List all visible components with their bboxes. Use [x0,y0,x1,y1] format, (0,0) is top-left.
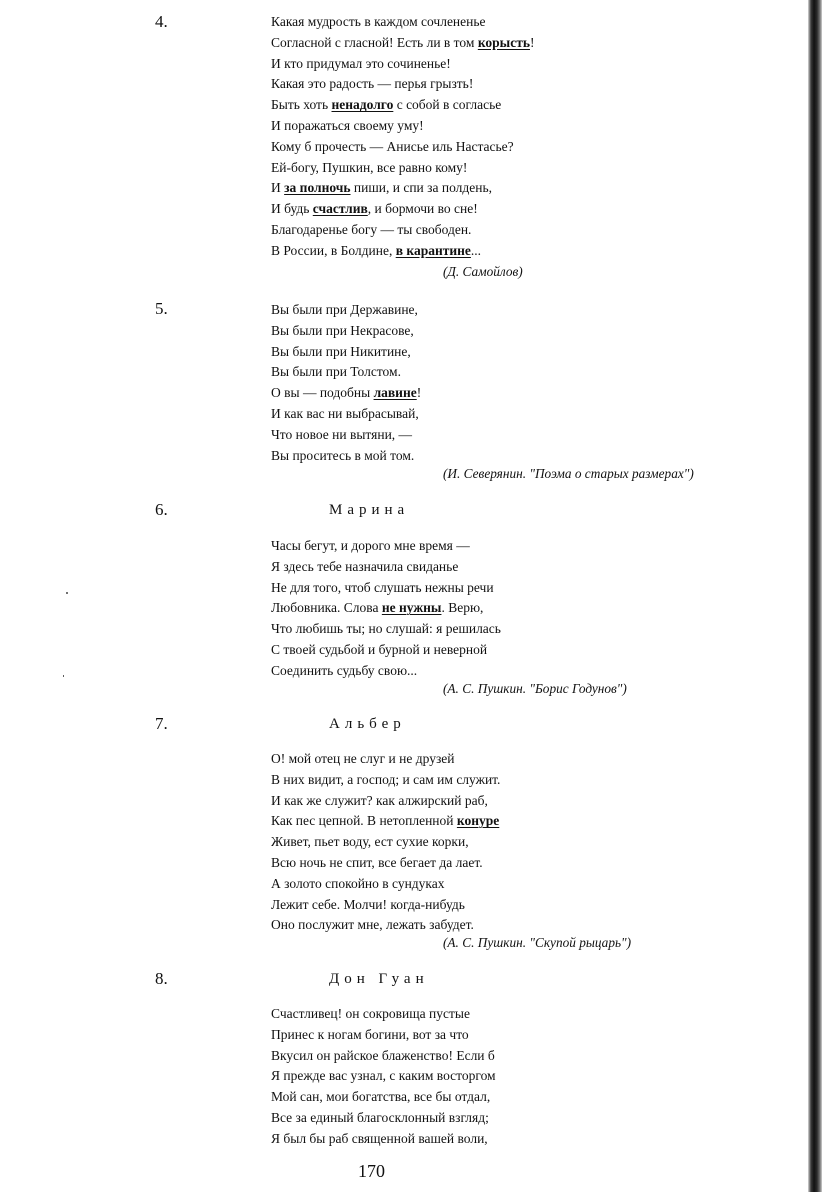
poem-line: В России, в Болдине, в карантине... [271,242,482,258]
poem-line: О вы — подобны лавине! [271,385,422,401]
highlighted-word: не нужны [381,600,442,616]
poem-line: И как вас ни выбрасывай, [271,405,419,421]
poem-lines [271,536,501,682]
poem-line: Что любишь ты; но слушай: я решилась [271,621,501,637]
poem-line: Кому б прочесть — Анисье иль Настасье? [271,138,514,154]
attribution: (А. С. Пушкин. "Борис Годунов") [443,681,627,696]
poem-line: Не для того, чтоб слушать нежны речи [271,579,494,595]
section-number: 7. [155,714,168,733]
poem-line: Какая это радость — перья грызть! [271,76,474,92]
section-title: Альбер [329,716,406,732]
poem-line: Любовника. Слова не нужны. Верю, [271,600,484,616]
highlighted-word: ненадолго [331,97,394,113]
attribution: (Д. Самойлов) [443,264,523,279]
poem-line: Оно послужит мне, лежать забудет. [271,917,474,933]
poem-line: Я здесь тебе назначила свиданье [271,558,459,574]
attribution: (И. Северянин. "Поэма о старых размерах") [443,466,694,481]
poem-line: Часы бегут, и дорого мне время — [271,538,470,553]
poem-lines [271,300,421,466]
highlighted-word: лавине [373,385,417,401]
poem-line: О! мой отец не слуг и не друзей [271,751,455,766]
poem-line: Вы были при Некрасове, [271,322,414,338]
scan-speck [63,675,64,677]
highlighted-word: конуре [456,813,500,829]
poem-line: Вы были при Никитине, [271,343,411,359]
section-number: 8. [155,969,168,988]
poem-line: Вы были при Державине, [271,302,418,317]
poem-line: Какая мудрость в каждом сочлененье [271,14,486,29]
poem-line: Вы проситесь в мой том. [271,447,415,463]
poem-line: Вы были при Толстом. [271,364,401,380]
poem-line: Я был бы раб священной вашей воли, [271,1130,488,1146]
poem-line: Соединить судьбу свою... [271,662,418,678]
poem-line: Согласной с гласной! Есть ли в том корысть! [271,34,535,50]
section-number: 4. [155,12,168,31]
scan-speck [66,592,68,594]
poem-line: Что новое ни вытяни, — [271,426,413,442]
poem-line: Принес к ногам богини, вот за что [271,1026,469,1042]
poem-line: Я прежде вас узнал, с каким восторгом [271,1068,496,1084]
highlighted-word: в карантине [395,242,471,258]
poem-line: Вкусил он райское блаженство! Если б [271,1047,495,1063]
highlighted-word: за полночь [284,180,351,196]
poem-line: Как пес цепной. В нетопленной конуре [271,813,500,829]
poem-line: И как же служит? как алжирский раб, [271,792,488,808]
page-number: 170 [358,1161,385,1181]
section-title: Марина [329,502,410,518]
page-binding-edge [808,0,822,1192]
poem-line: Все за единый благосклонный взгляд; [271,1109,489,1125]
poem-line: И поражаться своему уму! [271,117,424,133]
poem-line: А золото спокойно в сундуках [271,875,445,891]
section-number: 6. [155,500,168,519]
section-number: 5. [155,299,168,318]
poem-line: С твоей судьбой и бурной и неверной [271,641,488,657]
poem-line: Лежит себе. Молчи! когда-нибудь [271,896,465,912]
highlighted-word: корысть [477,34,530,50]
section-title: Дон Гуан [329,971,429,987]
poem-line: И кто придумал это сочиненье! [271,55,451,71]
highlighted-word: счастлив [312,201,368,217]
poem-line: Благодаренье богу — ты свободен. [271,221,472,237]
poem-line: Быть хоть ненадолго с собой в согласье [271,97,502,113]
poem-line: Ей-богу, Пушкин, все равно кому! [271,159,468,175]
poem-lines [271,749,500,936]
poem-lines [271,12,534,262]
poem-line: И за полночь пиши, и спи за полдень, [271,180,492,196]
poem-line: И будь счастлив, и бормочи во сне! [271,201,478,217]
attribution: (А. С. Пушкин. "Скупой рыцарь") [443,935,632,950]
poem-line: Живет, пьет воду, ест сухие корки, [271,834,469,850]
poem-line: Счастливец! он сокровища пустые [271,1006,470,1021]
poem-lines [271,1004,496,1150]
poem-line: В них видит, а господ; и сам им служит. [271,771,501,787]
poem-line: Мой сан, мои богатства, все бы отдал, [271,1089,491,1105]
poem-line: Всю ночь не спит, все бегает да лает. [271,854,483,870]
